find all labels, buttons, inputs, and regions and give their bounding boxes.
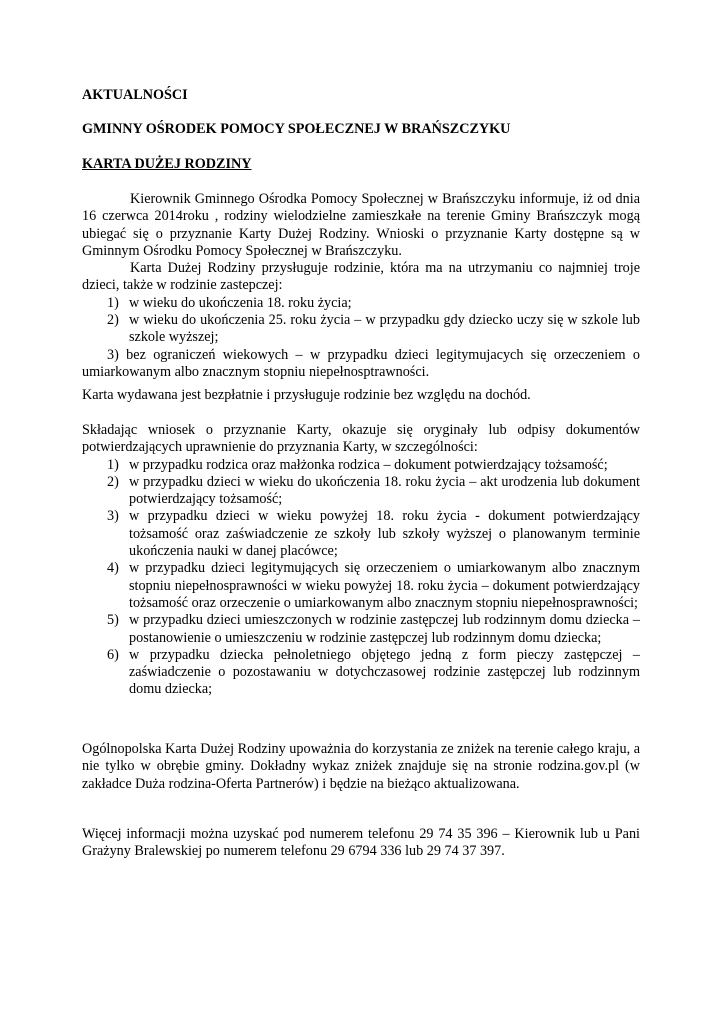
- intro-section: [82, 191, 640, 381]
- list-item-number: 4): [107, 560, 119, 577]
- list-item: [82, 457, 640, 474]
- list-item-number: 2): [107, 473, 119, 490]
- list-item: [82, 474, 640, 509]
- list-item-number: 2): [107, 312, 119, 329]
- documents-list: [82, 457, 640, 699]
- list-item-text: bez ograniczeń wiekowych – w przypadku dzieci legitymujacych się orzeczeniem o umiarkowanym albo znacznym stopniu niepełnosptrawności.: [82, 346, 640, 380]
- institution-heading: GMINNY OŚRODEK POMOCY SPOŁECZNEJ W BRAŃSZCZYKU: [82, 121, 511, 137]
- nationwide-paragraph: Ogólnopolska Karta Dużej Rodziny upoważnia do korzystania ze zniżek na terenie całego kraju, a nie tylko w obrębie gminy. Dokładny wykaz zniżek znajduje się na stronie rodzina.gov.pl (w zakładce Duża rodzina-Oferta Partnerów) i będzie na bieżąco aktualizowana.: [82, 741, 640, 792]
- list-item-number: 5): [107, 612, 119, 629]
- page-title: KARTA DUŻEJ RODZINY: [82, 156, 252, 172]
- list-item: [82, 612, 640, 647]
- list-item: [82, 508, 640, 560]
- list-item-number: 1): [107, 294, 119, 311]
- free-info-paragraph: Karta wydawana jest bezpłatnie i przysługuje rodzinie bez względu na dochód.: [82, 387, 531, 403]
- news-heading: AKTUALNOŚCI: [82, 87, 188, 103]
- contact-section: [82, 826, 640, 861]
- list-item-text: w przypadku dzieci legitymujących się orzeczeniem o umiarkowanym albo znacznym stopniu niepełnosprawności w wieku powyżej 18. roku życia – dokument potwierdzający tożsamość oraz orzeczenie o umiarkowanym albo znacznym stopniu niepełnosprawności;: [129, 560, 640, 611]
- nationwide-section: [82, 741, 640, 793]
- list-item-text: w przypadku dzieci w wieku powyżej 18. roku życia - dokument potwierdzający tożsamość oraz zaświadczenie ze szkoły lub szkoły wyższej o planowanym terminie ukończenia nauki w danej placówce;: [129, 508, 640, 560]
- eligibility-item-3: [82, 347, 640, 382]
- list-item-text: w przypadku dzieci w wieku do ukończenia 18. roku życia – akt urodzenia lub dokument potwierdzający tożsamość;: [129, 473, 640, 508]
- list-item-text: w przypadku dziecka pełnoletniego objętego jedną z form pieczy zastępczej – zaświadczenie o pozostawaniu w dotychczasowej rodzinie zastępczej lub rodzinnym domu dziecka;: [129, 646, 640, 698]
- intro-paragraph-2: Karta Dużej Rodziny przysługuje rodzinie, która ma na utrzymaniu co najmniej troje dzieci, także w rodzinie zastepczej:: [82, 260, 640, 294]
- contact-paragraph: Więcej informacji można uzyskać pod numerem telefonu 29 74 35 396 – Kierownik lub u Pani Grażyny Bralewskiej po numerem telefonu 29 6794 336 lub 29 74 37 397.: [82, 826, 640, 860]
- intro-paragraph-1: Kierownik Gminnego Ośrodka Pomocy Społecznej w Brańszczyku informuje, iż od dnia 16 czerwca 2014roku , rodziny wielodzielne zamieszkałe na terenie Gminy Brańszczyk mogą ubiegać się o przyznanie Karty Dużej Rodziny. Wnioski o przyznanie Karty dostępne są w Gminnym Ośrodku Pomocy Społecznej w Brańszczyku.: [82, 191, 640, 259]
- list-item-number: 1): [107, 456, 119, 473]
- list-item-text: w przypadku dzieci umieszczonych w rodzinie zastępczej lub rodzinnym domu dziecka – postanowienie o umieszczeniu w rodzinie zastępczej lub rodzinnym domu dziecka;: [129, 612, 640, 646]
- list-item-number: 6): [107, 646, 119, 663]
- list-item: [82, 560, 640, 612]
- list-item: [82, 647, 640, 699]
- list-item: [82, 295, 640, 312]
- list-item-text: w wieku do ukończenia 25. roku życia – w przypadku gdy dziecko uczy się w szkole lub szkole wyższej;: [129, 312, 640, 346]
- eligibility-list: [82, 295, 640, 347]
- documents-intro: Składając wniosek o przyznanie Karty, okazuje się oryginały lub odpisy dokumentów potwierdzających uprawnienie do przyznania Karty, w szczególności:: [82, 422, 640, 456]
- free-info-section: [82, 387, 640, 404]
- documents-section: [82, 422, 640, 699]
- list-item: [82, 312, 640, 347]
- list-item-number: 3): [107, 346, 119, 363]
- list-item-text: w wieku do ukończenia 18. roku życia;: [129, 294, 352, 311]
- list-item-text: w przypadku rodzica oraz małżonka rodzica – dokument potwierdzający tożsamość;: [129, 456, 608, 473]
- list-item-number: 3): [107, 508, 119, 525]
